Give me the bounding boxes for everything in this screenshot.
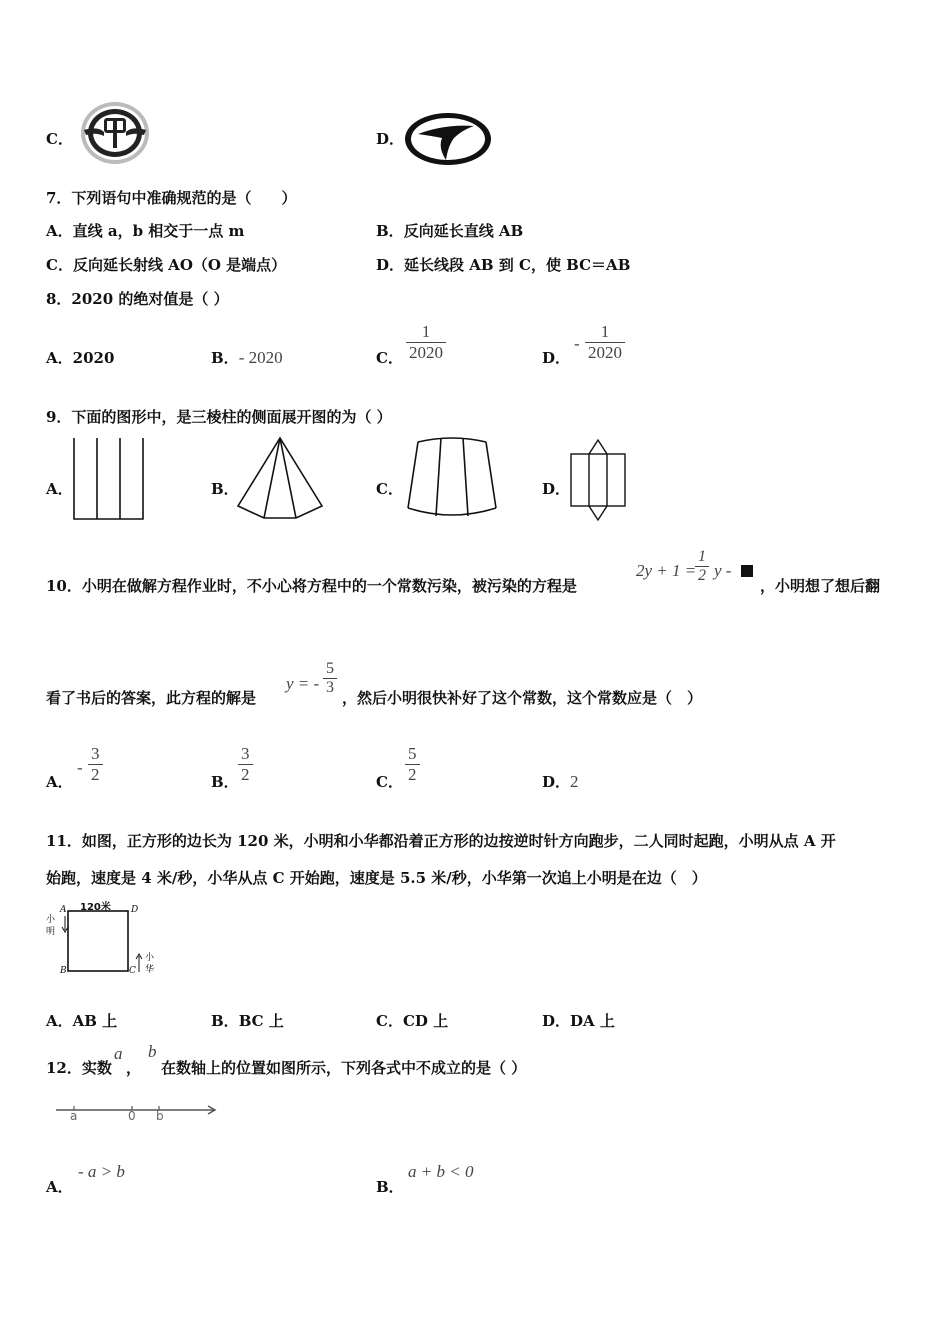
q11-option-d[interactable]: D．DA 上 <box>542 1012 615 1030</box>
q12-stem-prefix: 12．实数 <box>46 1059 112 1077</box>
q11-option-b[interactable]: B．BC 上 <box>211 1012 284 1030</box>
q10-option-a-label[interactable]: A． <box>46 773 73 791</box>
option-label: C． <box>46 130 73 148</box>
q11-option-c[interactable]: C．CD 上 <box>376 1012 449 1030</box>
q10-solution-left: y = - <box>286 674 320 693</box>
q7-option-b[interactable]: B．反向延长直线 AB <box>376 222 524 240</box>
q8-option-d-sign: - <box>574 334 580 353</box>
vertex-b-label: B <box>60 966 67 976</box>
q10-stem-part2: ，小明想了想后翻 <box>760 577 881 595</box>
q9-option-a-label[interactable]: A． <box>46 480 73 498</box>
q10-option-b-label[interactable]: B． <box>211 773 239 791</box>
q10-option-c-label[interactable]: C． <box>376 773 403 791</box>
q12-var-b: b <box>148 1042 157 1061</box>
q10-stem-part4: ，然后小明很快补好了这个常数，这个常数应是（ ） <box>342 689 703 707</box>
q12-option-b-expression: a + b < 0 <box>408 1162 474 1181</box>
q9-option-b-label[interactable]: B． <box>211 480 239 498</box>
q7-option-d[interactable]: D．延长线段 AB 到 C，使 BC＝AB <box>376 256 631 274</box>
q10-equation-left: 2y + 1 = <box>636 561 697 580</box>
xiaohua-label-2: 华 <box>145 965 155 975</box>
q10-option-c-fraction: $\frac{5}{2}$ <box>405 744 420 784</box>
q9-stem: 9．下面的图形中，是三棱柱的侧面展开图的为（ ） <box>46 408 392 426</box>
option-label: D． <box>376 130 405 148</box>
point-b-label: b <box>156 1109 164 1123</box>
side-length-label: 120米 <box>80 902 111 913</box>
vertex-d-label: D <box>131 905 139 915</box>
q11-stem-line2: 始跑，速度是 4 米/秒，小华从点 C 开始跑，速度是 5.5 米/秒，小华第一次追上小明是在边（ ） <box>46 869 707 887</box>
q8-option-a[interactable]: A．2020 <box>46 349 115 367</box>
q7-option-a[interactable]: A．直线 a，b 相交于一点 m <box>46 222 245 240</box>
q12-separator: ， <box>126 1059 142 1077</box>
q6-option-d <box>376 128 404 149</box>
q7-option-c[interactable]: C．反向延长射线 AO（O 是端点） <box>46 256 287 274</box>
vertex-c-label: C <box>129 966 136 976</box>
q9-option-c-label[interactable]: C． <box>376 480 403 498</box>
q11-stem-line1: 11．如图，正方形的边长为 120 米，小明和小华都沿着正方形的边按逆时针方向跑步，二人同时起跑，小明从点 A 开 <box>46 832 836 850</box>
car-logo-swoosh-icon <box>404 112 492 166</box>
q10-option-a-sign: - <box>77 758 83 777</box>
q10-solution-fraction: $\frac{5}{3}$ <box>323 660 337 698</box>
q10-option-b-fraction: $\frac{3}{2}$ <box>238 744 253 784</box>
q8-stem: 8．2020 的绝对值是（ ） <box>46 290 229 308</box>
ink-blot-square <box>741 565 753 577</box>
xiaohua-label-1: 小 <box>145 953 155 963</box>
square-track-figure <box>42 898 162 982</box>
q12-option-a-expression: - a > b <box>78 1162 125 1181</box>
xiaoming-label-2: 明 <box>46 927 56 937</box>
q7-stem: 7．下列语句中准确规范的是（ ） <box>46 189 297 207</box>
q10-stem-part1: 10．小明在做解方程作业时，不小心将方程中的一个常数污染，被污染的方程是 <box>46 577 577 595</box>
q10-equation-fraction: $\frac{1}{2}$ <box>695 548 709 586</box>
xiaoming-label-1: 小 <box>46 915 56 925</box>
q8-option-c-label[interactable]: C． <box>376 349 403 367</box>
vertex-a-label: A <box>60 905 67 915</box>
q12-option-a-label[interactable]: A． <box>46 1178 73 1196</box>
q10-equation-right: y - <box>714 561 732 580</box>
q8-option-d-fraction: $\frac{1}{2020}$ <box>585 322 625 362</box>
car-logo-wings-icon <box>78 100 152 166</box>
q10-stem-part3: 看了书后的答案，此方程的解是 <box>46 689 257 707</box>
frustum-fan-net-figure <box>406 436 498 522</box>
origin-zero-label: 0 <box>128 1109 136 1123</box>
q8-option-c-fraction: $\frac{1}{2020}$ <box>406 322 446 362</box>
number-line-figure <box>52 1100 222 1130</box>
point-a-label: a <box>70 1109 78 1123</box>
three-rectangles-net-figure <box>72 436 146 522</box>
q12-stem-suffix: 在数轴上的位置如图所示，下列各式中不成立的是（ ） <box>161 1059 527 1077</box>
q12-var-a: a <box>114 1044 123 1063</box>
q9-option-d-label[interactable]: D． <box>542 480 571 498</box>
q8-option-b[interactable]: B．- 2020 <box>211 348 283 367</box>
prism-with-triangles-net-figure <box>568 438 628 522</box>
q10-option-a-fraction: $\frac{3}{2}$ <box>88 744 103 784</box>
q6-option-c <box>46 128 73 149</box>
q8-option-d-label[interactable]: D． <box>542 349 571 367</box>
q11-option-a[interactable]: A．AB 上 <box>46 1012 118 1030</box>
pyramid-fan-net-figure <box>236 436 326 522</box>
q10-option-d[interactable]: D．2 <box>542 772 579 791</box>
q12-option-b-label[interactable]: B． <box>376 1178 404 1196</box>
